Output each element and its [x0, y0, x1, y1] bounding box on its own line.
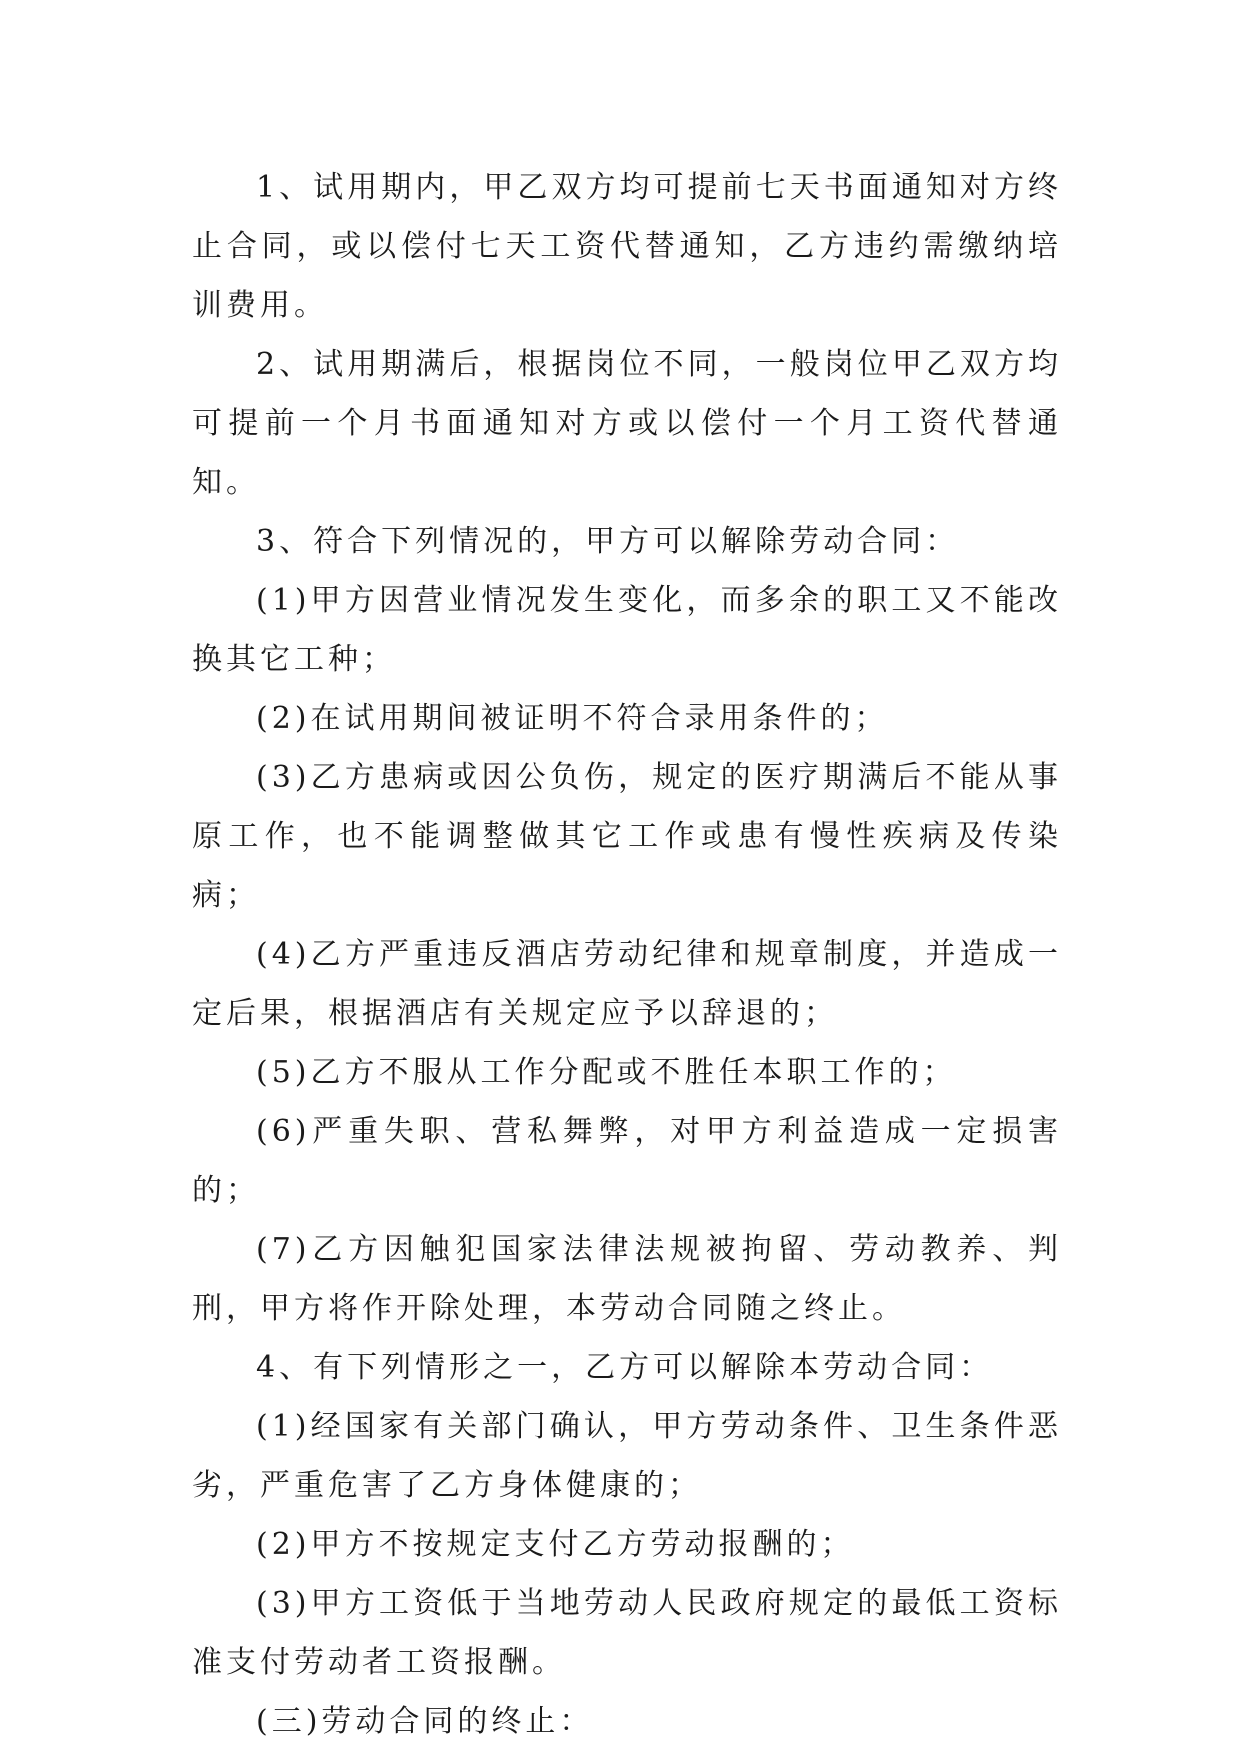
- paragraph-11: 4、有下列情形之一，乙方可以解除本劳动合同：: [256, 1350, 994, 1385]
- document-body: [192, 158, 1062, 1751]
- paragraph-9: (6)严重失职、营私舞弊，对甲方利益造成一定损害的；: [192, 1114, 1062, 1208]
- paragraph-3: 3、符合下列情况的，甲方可以解除劳动合同：: [256, 524, 960, 559]
- paragraph-1: 1、试用期内，甲乙双方均可提前七天书面通知对方终止合同，或以偿付七天工资代替通知，乙方违约需缴纳培训费用。: [192, 170, 1062, 323]
- paragraph-7: (4)乙方严重违反酒店劳动纪律和规章制度，并造成一定后果，根据酒店有关规定应予以辞退的；: [192, 937, 1062, 1031]
- paragraph-10: (7)乙方因触犯国家法律法规被拘留、劳动教养、判刑，甲方将作开除处理，本劳动合同随之终止。: [192, 1232, 1062, 1326]
- paragraph-5: (2)在试用期间被证明不符合录用条件的；: [256, 701, 889, 736]
- paragraph-13: (2)甲方不按规定支付乙方劳动报酬的；: [256, 1527, 855, 1562]
- paragraph-6: (3)乙方患病或因公负伤，规定的医疗期满后不能从事原工作，也不能调整做其它工作或患有慢性疾病及传染病；: [192, 760, 1062, 913]
- paragraph-2: 2、试用期满后，根据岗位不同，一般岗位甲乙双方均可提前一个月书面通知对方或以偿付一个月工资代替通知。: [192, 347, 1062, 500]
- paragraph-15: (三)劳动合同的终止：: [256, 1704, 594, 1739]
- paragraph-8: (5)乙方不服从工作分配或不胜任本职工作的；: [256, 1055, 957, 1090]
- paragraph-12: (1)经国家有关部门确认，甲方劳动条件、卫生条件恶劣，严重危害了乙方身体健康的；: [192, 1409, 1062, 1503]
- paragraph-14: (3)甲方工资低于当地劳动人民政府规定的最低工资标准支付劳动者工资报酬。: [192, 1586, 1062, 1680]
- paragraph-4: (1)甲方因营业情况发生变化，而多余的职工又不能改换其它工种；: [192, 583, 1062, 677]
